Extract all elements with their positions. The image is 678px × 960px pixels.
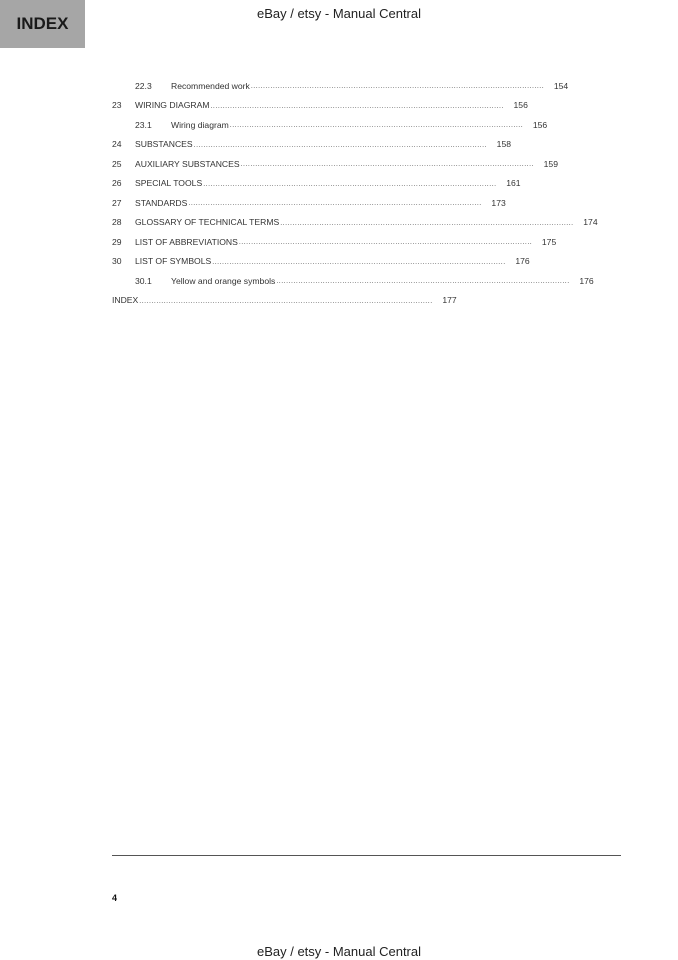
toc-entry-number: 30.1 [135,275,152,286]
toc-entry-title: STANDARDS [135,197,188,208]
toc-leader-dots: ........................................................................................................................ [229,122,524,130]
toc-entry-page: 177 [442,295,457,306]
toc-entry-title: SPECIAL TOOLS [135,178,203,189]
toc-entry-number: 28 [112,217,122,228]
toc-entry[interactable] [112,193,506,213]
toc-entry-page: 175 [541,236,557,247]
table-of-contents [112,76,598,310]
toc-leader-dots: ........................................................................................................................ [203,180,497,188]
toc-entry-title: LIST OF ABBREVIATIONS [135,236,238,247]
page-header: eBay / etsy - Manual Central [256,6,422,21]
page-number: 4 [112,893,118,903]
toc-entry-number: 25 [112,158,122,169]
toc-entry-title: GLOSSARY OF TECHNICAL TERMS [135,217,280,228]
toc-leader-dots: ........................................................................................................................ [210,102,504,110]
toc-entry-number: 24 [112,139,122,150]
toc-entry[interactable] [112,271,594,291]
index-tab-label: INDEX [16,14,69,33]
page-footer: eBay / etsy - Manual Central [256,944,422,959]
toc-entry[interactable] [112,252,530,272]
toc-entry-number: 26 [112,178,122,189]
toc-entry-page: 154 [553,80,569,91]
toc-entry-number: 23.1 [135,119,152,130]
toc-leader-dots: ........................................................................................................................ [238,239,533,247]
toc-entry-number: 22.3 [135,80,152,91]
toc-entry-title: INDEX [112,295,139,306]
toc-entry-title: WIRING DIAGRAM [135,100,210,111]
toc-leader-dots: ........................................................................................................................ [280,219,574,227]
toc-entry-page: 156 [532,119,548,130]
toc-entry-number: 27 [112,197,122,208]
toc-entry-title: LIST OF SYMBOLS [135,256,212,267]
toc-leader-dots: ........................................................................................................................ [240,161,534,169]
toc-entry[interactable] [112,232,557,252]
toc-entry-page: 161 [506,178,521,189]
toc-entry-number: 29 [112,236,122,247]
toc-entry-page: 176 [579,275,594,286]
toc-entry-page: 156 [513,100,528,111]
toc-entry[interactable] [112,291,457,311]
toc-entry[interactable] [112,174,521,194]
toc-entry-page: 176 [515,256,530,267]
toc-entry[interactable] [112,135,512,155]
toc-entry-title: Recommended work [171,80,250,91]
footer-divider [112,855,621,856]
toc-entry[interactable] [112,154,558,174]
toc-entry-page: 173 [491,197,506,208]
toc-entry-page: 174 [583,217,598,228]
toc-entry-title: Wiring diagram [171,119,229,130]
toc-leader-dots: ........................................................................................................................ [212,258,506,266]
toc-leader-dots: ........................................................................................................................ [139,297,433,305]
toc-leader-dots: ........................................................................................................................ [188,200,482,208]
toc-leader-dots: ........................................................................................................................ [193,141,488,149]
toc-leader-dots: ........................................................................................................................ [276,278,570,286]
toc-entry-page: 159 [543,158,558,169]
toc-entry[interactable] [112,213,598,233]
toc-entry[interactable] [112,115,548,135]
toc-entry-number: 23 [112,100,122,111]
toc-leader-dots: ........................................................................................................................ [250,83,545,91]
toc-entry-number: 30 [112,256,122,267]
toc-entry[interactable] [112,96,528,116]
toc-entry-page: 158 [496,139,512,150]
toc-entry-title: Yellow and orange symbols [171,275,276,286]
toc-entry-title: AUXILIARY SUBSTANCES [135,158,240,169]
toc-entry-title: SUBSTANCES [135,139,193,150]
toc-entry[interactable] [112,76,569,96]
